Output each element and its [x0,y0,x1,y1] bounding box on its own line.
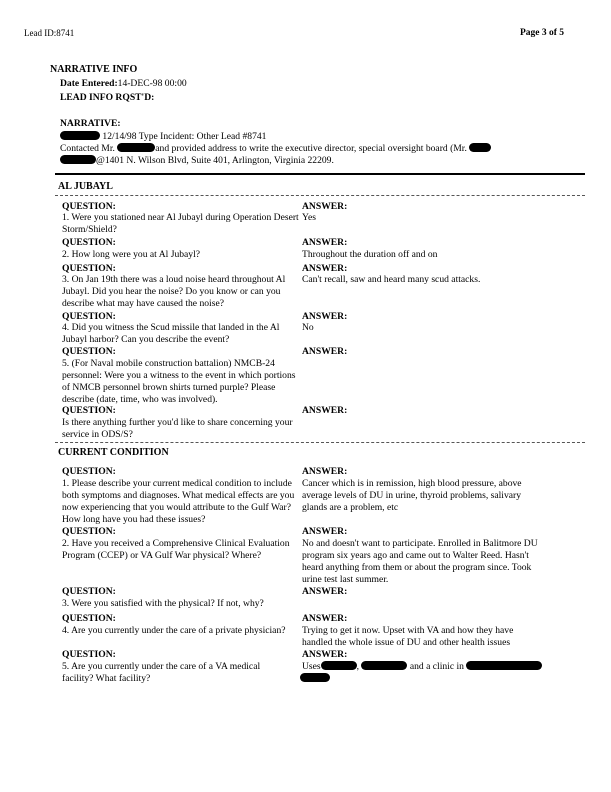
answer-label: ANSWER: [302,405,348,416]
section-divider [55,195,585,196]
date-entered-value: 14-DEC-98 00:00 [117,78,187,89]
question-label: QUESTION: [62,311,116,322]
answer-text-cont [300,673,330,684]
question-label: QUESTION: [62,466,116,477]
question-text: 2. Have you received a Comprehensive Clinical Evaluation Program (CCEP) or VA Gulf War physical? Where? [62,538,290,561]
answer-label: ANSWER: [302,613,348,624]
answer-text [302,661,542,672]
date-entered-label: Date Entered: [60,78,118,89]
section-title-current-condition: CURRENT CONDITION [58,447,169,458]
answer-part-2: , [356,661,360,672]
lead-info-label: LEAD INFO RQST'D: [60,92,155,103]
answer-label: ANSWER: [302,237,348,248]
question-text: 5. (For Naval mobile construction battalion) NMCB-24 personnel: Were you a witness to the event in which portions of NMCB personnel brown shirts turned purple? Please describe (date, time, who was involved). [62,358,296,405]
answer-label: ANSWER: [302,526,348,537]
answer-text: Can't recall, saw and heard many scud attacks. [302,274,481,285]
answer-label: ANSWER: [302,586,348,597]
answer-text: Throughout the duration off and on [302,249,438,260]
narrative-line-3 [60,155,334,166]
redaction [321,661,360,672]
narrative-line-2 [60,143,491,154]
question-label: QUESTION: [62,526,116,537]
answer-part-1: Uses [302,661,321,672]
answer-label: ANSWER: [302,201,348,212]
answer-text: No and doesn't want to participate. Enrolled in Balitmore DU program six years ago and came out to Walter Reed. Hasn't heard anything from them or about the program since. Took urine test last summer. [302,538,538,585]
answer-text: Cancer which is in remission, high blood pressure, above average levels of DU in urine, thyroid problems, salivary glands are a problem, etc [302,478,522,513]
narrative-line-1-text: 12/14/98 Type Incident: Other Lead #8741 [102,131,267,142]
redaction [466,661,542,670]
question-text: 5. Are you currently under the care of a VA medical facility? What facility? [62,661,261,684]
question-text: 4. Are you currently under the care of a private physician? [62,625,286,636]
question-text: 1. Were you stationed near Al Jubayl during Operation Desert Storm/Shield? [62,212,299,235]
answer-label: ANSWER: [302,263,348,274]
narrative-line-2b: and provided address to write the executive director, special oversight board (Mr. [155,143,470,154]
question-label: QUESTION: [62,613,116,624]
section-title-al-jubayl: AL JUBAYL [58,181,113,192]
answer-part-3: and a clinic in [409,661,464,672]
question-label: QUESTION: [62,201,116,212]
narrative-info-title: NARRATIVE INFO [50,64,138,75]
question-label: QUESTION: [62,346,116,357]
answer-text: No [302,322,314,333]
redaction [361,661,407,670]
answer-label: ANSWER: [302,649,348,660]
answer-label: ANSWER: [302,346,348,357]
redaction [469,143,491,152]
answer-text: Trying to get it now. Upset with VA and how they have handled the whole issue of DU and other health issues [302,625,514,648]
question-label: QUESTION: [62,586,116,597]
redaction [60,131,100,140]
narrative-line-2a: Contacted Mr. [60,143,118,154]
question-label: QUESTION: [62,237,116,248]
question-text: 4. Did you witness the Scud missile that landed in the Al Jubayl harbor? Can you describe the event? [62,322,280,345]
question-text: 1. Please describe your current medical condition to include both symptoms and diagnoses. What medical effects are you now experiencing that you would attribute to the Gulf War? How long have you had these issues? [62,478,295,525]
narrative-line-1 [60,131,266,142]
question-text: 3. Were you satisfied with the physical? If not, why? [62,598,264,609]
question-label: QUESTION: [62,263,116,274]
redaction [300,673,330,682]
lead-id: Lead ID:8741 [24,28,75,38]
question-label: QUESTION: [62,405,116,416]
question-text: 2. How long were you at Al Jubayl? [62,249,201,260]
question-label: QUESTION: [62,649,116,660]
page-number: Page 3 of 5 [520,28,565,38]
narrative-label: NARRATIVE: [60,118,121,129]
date-entered [60,78,187,89]
redaction [117,143,155,152]
question-text: Is there anything further you'd like to share concerning your service in ODS/S? [62,417,293,440]
narrative-line-3-text: @1401 N. Wilson Blvd, Suite 401, Arlington, Virginia 22209. [96,155,334,166]
answer-text: Yes [302,212,316,223]
section-rule [55,173,585,175]
question-text: 3. On Jan 19th there was a loud noise heard throughout Al Jubayl. Did you hear the noise? Do you know or can you describe what may have caused the noise? [62,274,286,309]
section-divider [55,442,585,443]
answer-label: ANSWER: [302,466,348,477]
answer-label: ANSWER: [302,311,348,322]
redaction [60,155,96,164]
